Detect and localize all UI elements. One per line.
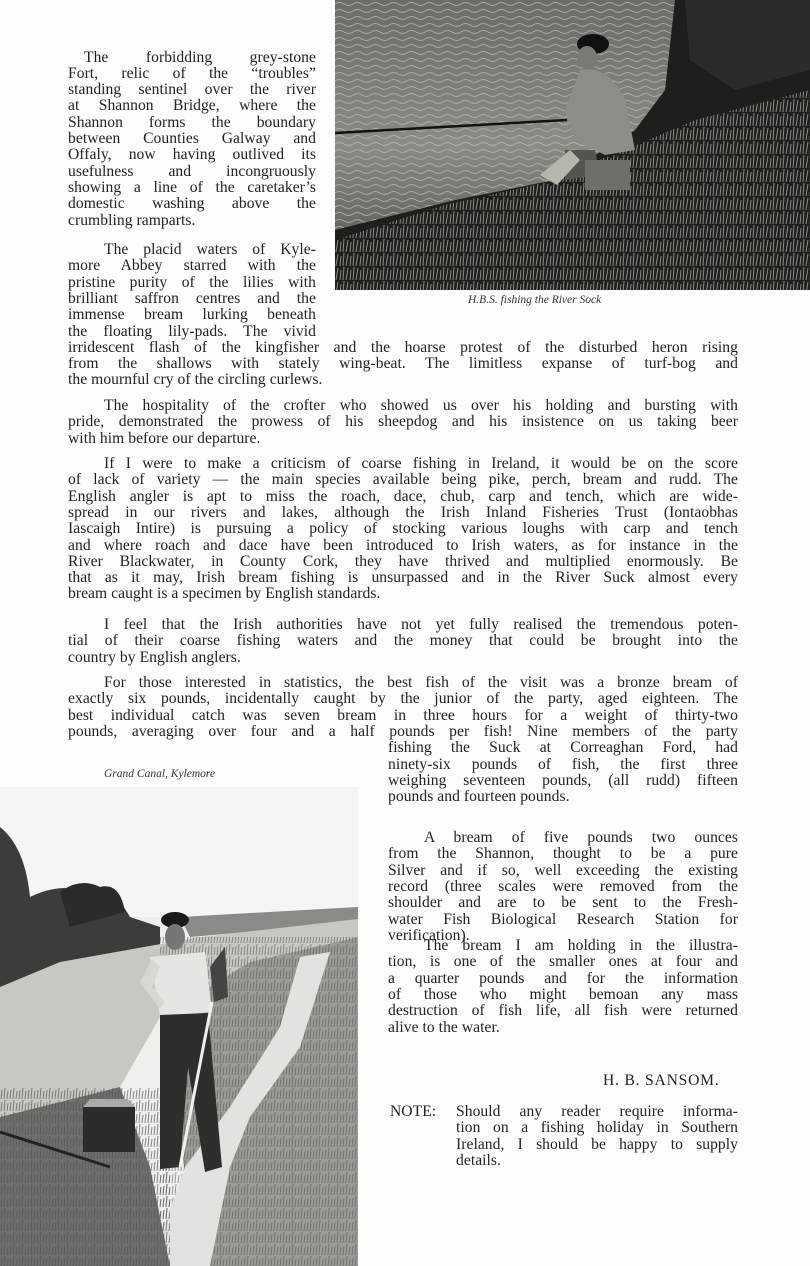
text-line: Offaly, now having outlived its [68, 146, 316, 164]
text-line: best individual catch was seven bream in three hours for a weight of thirty-two [68, 706, 738, 724]
text-line: the floating lily-pads. The vivid [68, 322, 316, 340]
note-line: tion on a fishing holiday in Southern [456, 1119, 738, 1137]
note-line: Ireland, I should be happy to supply [456, 1135, 738, 1153]
text-line: domestic washing above the [68, 195, 316, 213]
text-line: pride, demonstrated the prowess of his sheepdog and his insistence on us taking beer [68, 413, 738, 431]
text-line: exactly six pounds, incidentally caught by the junior of the party, aged eighteen. The [68, 690, 738, 708]
text-line: at Shannon Bridge, where the [68, 97, 316, 115]
text-line: If I were to make a criticism of coarse fishing in Ireland, it would be on the score [104, 455, 738, 472]
text-line: spread in our rivers and lakes, although the Irish Inland Fisheries Trust (Iontaobhas [68, 503, 738, 521]
author-signature: H. B. SANSOM. [603, 1072, 720, 1089]
text-line: tial of their coarse fishing waters and the money that could be brought into the [68, 632, 738, 650]
text-line: alive to the water. [388, 1018, 500, 1036]
text-line: bream caught is a specimen by English standards. [68, 585, 381, 603]
text-line: between Counties Galway and [68, 130, 316, 147]
text-line: River Blackwater, in County Cork, they have thrived and multiplied enormously. Be [68, 552, 738, 570]
text-line: a quarter pounds and for the information [388, 969, 738, 987]
text-line: and where roach and dace have been introduced to Irish waters, as for instance in the [68, 536, 738, 554]
text-line: weighing seventeen pounds, (all rudd) fifteen [388, 771, 738, 789]
text-line: Shannon forms the boundary [68, 113, 316, 131]
text-line: irridescent flash of the kingfisher and the hoarse protest of the disturbed heron rising [68, 338, 738, 356]
text-line: pounds, averaging over four and a half pounds per fish! Nine members of the party [68, 722, 738, 740]
text-line: The forbidding grey-stone [84, 48, 316, 66]
text-line: fishing the Suck at Correaghan Ford, had [388, 739, 738, 757]
text-line: of those who might bemoan any mass [388, 985, 738, 1003]
text-line: with him before our departure. [68, 429, 261, 447]
text-line: Silver and if so, well exceeding the existing [388, 861, 738, 879]
text-line: usefulness and incongruously [68, 162, 316, 180]
text-line: The hospitality of the crofter who showed us over his holding and bursting with [104, 397, 738, 414]
text-line: For those interested in statistics, the best fish of the visit was a bronze bream of [104, 674, 738, 691]
text-line: brilliant saffron centres and the [68, 289, 316, 307]
photo-river-sock [335, 0, 810, 290]
text-line: more Abbey starred with the [68, 257, 316, 275]
text-line: of lack of variety — the main species available being pike, perch, bream and rudd. The [68, 471, 738, 489]
text-line: crumbling ramparts. [68, 211, 196, 229]
text-line: I feel that the Irish authorities have not yet fully realised the tremendous poten- [104, 616, 738, 633]
text-line: showing a line of the caretaker’s [68, 178, 316, 196]
text-line: The bream I am holding in the illustra- [424, 937, 738, 954]
note-line: details. [456, 1151, 502, 1169]
caption-grand-canal: Grand Canal, Kylemore [104, 768, 216, 780]
text-line: immense bream lurking beneath [68, 306, 316, 324]
caption-river-sock: H.B.S. fishing the River Sock [468, 294, 602, 306]
text-line: country by English anglers. [68, 648, 241, 666]
text-line: Iascaigh Intire) is pursuing a policy of stocking various loughs with carp and tench [68, 520, 738, 538]
text-line: destruction of fish life, all fish were returned [388, 1002, 738, 1020]
text-line: the mournful cry of the circling curlews. [68, 371, 323, 389]
text-line: standing sentinel over the river [68, 81, 316, 99]
text-line: tion, is one of the smaller ones at four and [388, 953, 738, 971]
text-line: from the shallows with stately wing-beat. The limitless expanse of turf-bog and [68, 355, 738, 373]
text-line: A bream of five pounds two ounces [424, 829, 738, 846]
text-line: pounds and fourteen pounds. [388, 788, 570, 806]
text-line: from the Shannon, thought to be a pure [388, 845, 738, 863]
text-line: pristine purity of the lilies with [68, 273, 316, 291]
text-line: water Fish Biological Research Station for [388, 910, 738, 928]
river-sock-image [335, 0, 810, 290]
text-line: verification). [388, 926, 470, 944]
text-line: record (three scales were removed from the [388, 877, 738, 895]
text-line: English angler is apt to miss the roach, dace, chub, carp and tench, which are wide- [68, 487, 738, 505]
text-line: ninety-six pounds of fish, the first three [388, 755, 738, 773]
text-line: Fort, relic of the “troubles” [68, 64, 316, 82]
note-label: NOTE: [390, 1103, 437, 1120]
text-line: that as it may, Irish bream fishing is unsurpassed and in the River Suck almost every [68, 569, 738, 587]
grand-canal-image [0, 787, 358, 1266]
text-line: The placid waters of Kyle- [104, 241, 316, 258]
note-line: Should any reader require informa- [456, 1103, 738, 1120]
text-line: shoulder and are to be sent to the Fresh- [388, 894, 738, 912]
photo-grand-canal [0, 787, 358, 1266]
